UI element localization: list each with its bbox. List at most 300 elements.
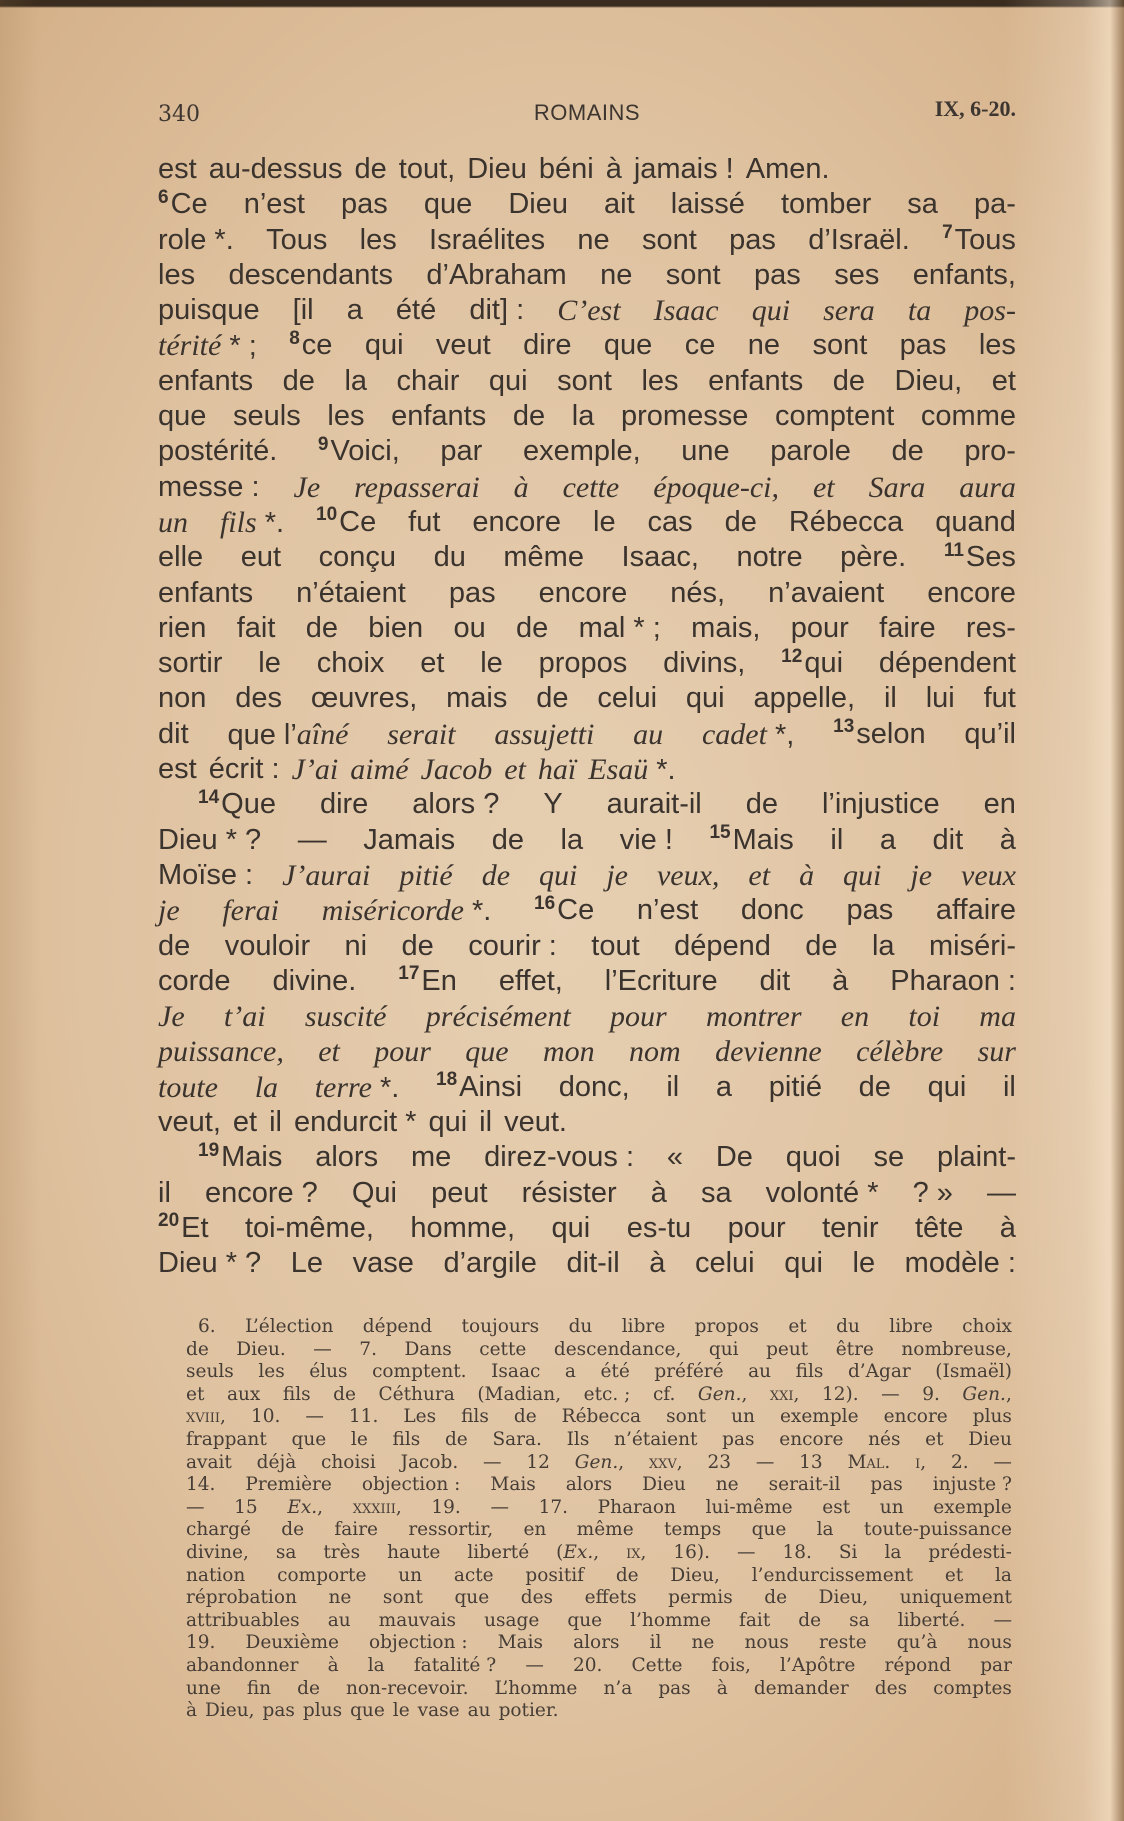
word-text: encore — [538, 576, 628, 609]
footnote-line — [186, 1361, 1012, 1384]
word-text: a — [879, 823, 896, 856]
word — [779, 1429, 843, 1452]
word-text: vase — [352, 1247, 414, 1280]
word — [484, 1610, 539, 1633]
word-text: sortir — [158, 647, 223, 680]
word-text: descendants — [228, 258, 393, 291]
word-text: fils — [392, 1428, 421, 1450]
word — [368, 611, 423, 646]
italic-text: mon — [543, 1035, 595, 1069]
word-text: de — [513, 1406, 537, 1428]
word-text: vouloir — [224, 929, 311, 962]
word — [649, 1246, 665, 1281]
word-text: d’Agar — [847, 1361, 911, 1383]
word — [832, 964, 848, 999]
word — [752, 1519, 787, 1542]
word-text: ou — [453, 611, 486, 644]
word-text: volonté * — [765, 1176, 879, 1209]
word — [708, 364, 803, 399]
reference-numeral: ix, — [626, 1541, 647, 1563]
word — [393, 1429, 421, 1452]
word-text: puisque — [158, 294, 260, 327]
word-text: De — [715, 1141, 753, 1174]
word-text: endurcit * — [293, 1106, 417, 1139]
word — [491, 1361, 540, 1384]
word-text: en — [983, 788, 1016, 821]
word — [841, 999, 869, 1034]
reference-numeral: xxi, — [769, 1383, 800, 1405]
word — [453, 611, 485, 646]
word-text: un — [879, 1496, 904, 1518]
word-text: liberté. — [897, 1609, 966, 1631]
text-line — [158, 929, 1016, 964]
word — [760, 964, 791, 999]
word — [993, 1452, 1012, 1475]
word-text: role *. — [158, 223, 234, 256]
italic-text: qui — [539, 858, 578, 892]
word-text: propos — [694, 1316, 759, 1337]
word — [796, 1361, 824, 1384]
word — [538, 752, 576, 787]
word-text: (Madian, — [477, 1383, 562, 1405]
word — [584, 1384, 631, 1407]
text-line — [158, 364, 1016, 399]
word-text: fut — [408, 505, 441, 538]
word — [461, 1406, 489, 1429]
word — [964, 717, 1016, 752]
word-text: tout, — [398, 153, 456, 185]
word-text: fait — [739, 1609, 771, 1631]
word-text: Qui — [351, 1176, 398, 1209]
word-text: ce — [684, 329, 716, 362]
word — [244, 187, 305, 222]
word-text: encore — [927, 576, 1016, 609]
word-text: 19. — [431, 1496, 461, 1518]
italic-text: ta — [907, 294, 932, 328]
word — [780, 1655, 855, 1678]
word — [603, 1678, 632, 1701]
word — [890, 964, 1016, 999]
word-text: il — [269, 1106, 282, 1139]
word — [980, 1655, 1012, 1678]
word — [539, 646, 628, 681]
word — [944, 540, 1016, 575]
word — [372, 1361, 467, 1384]
word — [974, 187, 1016, 222]
word-text: les — [158, 258, 196, 291]
word — [746, 152, 830, 187]
word — [722, 1429, 754, 1452]
word-text: les — [359, 223, 397, 256]
word-text: une — [186, 1677, 221, 1699]
word — [993, 1610, 1012, 1633]
footnote-line — [186, 1700, 1012, 1723]
word — [508, 187, 568, 222]
word — [318, 1034, 340, 1069]
word — [928, 1070, 967, 1105]
word — [702, 717, 794, 752]
word — [205, 1176, 318, 1211]
word-text: les — [641, 364, 679, 397]
verse-number: 17 — [398, 963, 420, 985]
italic-text: pour — [374, 1035, 431, 1069]
word — [769, 1070, 822, 1105]
word-text: Ce — [339, 505, 377, 538]
word — [186, 1452, 232, 1475]
word-text: de — [333, 1383, 356, 1405]
word-text: l’homme — [630, 1609, 711, 1631]
text-line — [158, 399, 1016, 434]
word — [673, 1542, 710, 1565]
word-text: que — [158, 400, 207, 433]
word-text: les — [978, 329, 1016, 362]
word-text: une — [681, 435, 730, 468]
word — [489, 364, 528, 399]
word — [648, 505, 693, 540]
italic-text: cette — [562, 470, 620, 504]
word-text: pas — [448, 576, 496, 609]
word — [658, 1678, 690, 1701]
word — [979, 328, 1016, 363]
word — [817, 1519, 834, 1542]
italic-text: et — [812, 470, 835, 504]
page-number: 340 — [158, 102, 200, 127]
word — [198, 1140, 282, 1175]
italic-text: je — [158, 894, 180, 928]
word — [158, 223, 234, 258]
word-text: encore — [779, 1428, 844, 1450]
word-text: père. — [840, 541, 907, 574]
word — [158, 328, 257, 363]
word-text: libre — [621, 1316, 666, 1337]
text-line — [158, 1176, 1016, 1211]
word — [186, 1610, 300, 1633]
word — [233, 1105, 257, 1140]
word-text: — — [993, 1451, 1012, 1473]
word-text: il — [158, 1176, 171, 1209]
word — [526, 1452, 550, 1475]
word — [408, 1519, 493, 1542]
word-text: comporte — [277, 1564, 367, 1586]
word — [445, 1429, 468, 1452]
word — [186, 1565, 245, 1588]
italic-text: Isaac — [653, 294, 719, 328]
word — [401, 1452, 459, 1475]
word — [885, 1655, 952, 1678]
word — [913, 258, 1016, 293]
text-line — [158, 576, 1016, 611]
word — [754, 1678, 849, 1701]
word-text: de — [832, 364, 865, 397]
word — [786, 1140, 841, 1175]
word-text: Isaac — [491, 1361, 541, 1383]
word-text: es-tu — [626, 1211, 692, 1244]
word — [225, 929, 310, 964]
word-text: Tous — [266, 223, 328, 256]
word — [374, 1034, 431, 1069]
italic-text: Ex. — [287, 1496, 318, 1518]
word — [186, 1587, 297, 1610]
word — [396, 293, 436, 328]
word — [283, 364, 315, 399]
trailing-punctuation: *, — [766, 718, 795, 751]
word — [472, 505, 561, 540]
word — [443, 1246, 537, 1281]
word — [383, 1587, 423, 1610]
word-text: « — [666, 1141, 683, 1174]
word — [353, 1497, 402, 1520]
word-text: parole — [770, 435, 851, 468]
text-line — [158, 999, 1016, 1034]
footnote-line — [186, 1610, 1012, 1633]
word — [322, 893, 492, 928]
word-text: qui — [488, 364, 528, 397]
word — [504, 752, 526, 787]
word-text: haute — [387, 1541, 441, 1563]
word-text: Israélites — [429, 223, 546, 256]
word-text: même — [576, 1519, 634, 1541]
word-text: dit — [158, 717, 189, 750]
verse-number: 15 — [709, 821, 731, 843]
word-text: il — [649, 1632, 662, 1654]
word-text: l’Ecriture — [604, 964, 718, 997]
text-line — [158, 1211, 1016, 1246]
word-text: 12 — [526, 1451, 550, 1473]
word-text: — — [986, 1176, 1016, 1209]
word-text: injuste ? — [932, 1474, 1012, 1496]
word — [158, 1211, 209, 1246]
text-line — [158, 152, 1016, 187]
word — [158, 540, 203, 575]
trailing-punctuation: , — [741, 1383, 748, 1405]
word — [604, 328, 652, 363]
word — [836, 1339, 874, 1362]
word-text: Les — [403, 1406, 437, 1428]
word — [186, 1384, 204, 1407]
italic-text: un — [158, 505, 188, 539]
footnote-line — [186, 1384, 1012, 1407]
footnote-line — [186, 1474, 1012, 1497]
word-text: avait — [186, 1451, 232, 1473]
word-text: en — [523, 1519, 547, 1541]
word — [316, 505, 376, 540]
word — [692, 1632, 715, 1655]
word — [572, 399, 595, 434]
word — [313, 1339, 332, 1362]
word — [158, 258, 195, 293]
word-text: la — [871, 929, 895, 962]
word — [567, 1429, 590, 1452]
word — [158, 1105, 221, 1140]
word-text: que — [751, 1519, 787, 1541]
word — [559, 1070, 630, 1105]
word — [209, 152, 343, 187]
text-line — [158, 823, 1016, 858]
word-text: qui — [428, 1106, 468, 1139]
word — [812, 328, 867, 363]
word — [606, 152, 622, 187]
word — [319, 540, 396, 575]
word — [822, 1211, 878, 1246]
word — [872, 929, 895, 964]
word — [964, 434, 1016, 469]
word — [354, 470, 480, 505]
word — [426, 999, 571, 1034]
word — [227, 1384, 260, 1407]
word — [685, 328, 716, 363]
word-text: ? » — [912, 1176, 953, 1209]
word — [984, 681, 1016, 716]
word-text: 10. — [250, 1406, 281, 1428]
word — [616, 1565, 639, 1588]
word-text: homme, — [410, 1211, 516, 1244]
word — [880, 1497, 904, 1520]
word — [492, 823, 524, 858]
word-text: qui — [784, 1247, 823, 1280]
word — [320, 787, 368, 822]
word-text: mais — [446, 682, 508, 715]
word — [251, 1406, 280, 1429]
italic-text: à — [799, 858, 815, 892]
word — [333, 1384, 356, 1407]
word — [247, 1678, 271, 1701]
word-text: le — [258, 647, 281, 680]
word-text: la — [995, 1564, 1012, 1586]
word-text: à — [716, 1677, 728, 1699]
word — [563, 470, 620, 505]
word — [440, 434, 482, 469]
word — [770, 1384, 800, 1407]
word-text: de — [805, 929, 838, 962]
word — [622, 540, 699, 575]
word — [626, 1542, 646, 1565]
text-line — [158, 187, 1016, 222]
word-text: courir : — [468, 929, 557, 962]
word-text: nés, — [670, 576, 726, 609]
word — [748, 328, 780, 363]
word — [514, 1406, 537, 1429]
word — [833, 364, 865, 399]
word — [928, 1542, 1012, 1565]
italic-text: toi — [908, 1000, 941, 1034]
italic-text: en — [840, 1000, 870, 1034]
word — [477, 1384, 561, 1407]
word-text: descendance, — [553, 1338, 682, 1360]
word — [959, 470, 1016, 505]
word-text: à — [649, 1247, 666, 1280]
word — [482, 858, 510, 893]
word — [937, 1140, 1016, 1175]
word — [198, 1316, 216, 1339]
word — [186, 1339, 209, 1362]
word — [668, 1587, 733, 1610]
word — [186, 1519, 251, 1542]
word — [495, 1678, 578, 1701]
word — [245, 1316, 333, 1339]
word — [605, 964, 718, 999]
word — [620, 823, 673, 858]
italic-text: repasserai — [354, 470, 480, 504]
word-text: de — [281, 1519, 305, 1541]
word — [277, 1565, 366, 1588]
word — [294, 1105, 417, 1140]
word — [296, 576, 406, 611]
verse-number: 7 — [942, 221, 953, 243]
word-text: que — [454, 1587, 490, 1609]
text-line — [158, 470, 1016, 505]
italic-text: J’ai — [291, 753, 339, 787]
word — [424, 187, 472, 222]
word — [901, 1339, 1011, 1362]
word — [158, 1070, 218, 1105]
word — [967, 1632, 1011, 1655]
word — [554, 1339, 682, 1362]
word — [788, 1316, 806, 1339]
word — [360, 223, 397, 258]
italic-text: Gen. — [962, 1383, 1006, 1405]
word-text: nombreuse, — [901, 1338, 1012, 1360]
italic-text: aura — [959, 470, 1016, 504]
word-text: de — [798, 1609, 822, 1631]
word — [686, 681, 725, 716]
word — [353, 1246, 414, 1281]
word-text: acte — [453, 1564, 494, 1586]
word-text: veut, — [158, 1106, 221, 1139]
word-text: qu’à — [896, 1632, 938, 1654]
word — [879, 611, 935, 646]
word-text: demander — [753, 1677, 849, 1699]
italic-text: Gen. — [574, 1451, 619, 1473]
word — [158, 823, 261, 858]
italic-text: assujetti — [494, 717, 595, 751]
word-text: les — [258, 1361, 285, 1383]
word-text: à — [999, 1211, 1016, 1244]
word — [426, 258, 566, 293]
word — [158, 152, 197, 187]
word-text: et — [991, 364, 1016, 397]
footnote-line — [186, 1316, 1012, 1339]
word — [266, 223, 327, 258]
word — [691, 611, 760, 646]
word — [292, 752, 339, 787]
italic-text: à — [513, 470, 529, 504]
text-line — [158, 505, 1016, 540]
word — [420, 646, 444, 681]
italic-text: veux — [961, 858, 1016, 892]
italic-text: térité — [158, 329, 222, 363]
word — [995, 1565, 1012, 1588]
word — [186, 1700, 197, 1723]
word — [233, 399, 301, 434]
word-text: dire — [319, 788, 369, 821]
word — [186, 1497, 205, 1520]
footnote-line — [186, 1587, 1012, 1610]
word-text: Rébecca — [561, 1406, 642, 1428]
word — [805, 929, 837, 964]
word-text: 11. — [348, 1406, 379, 1428]
word-text: exemple — [933, 1496, 1012, 1518]
word-text: de — [282, 364, 315, 397]
word-text: vase — [417, 1700, 460, 1722]
word — [706, 999, 802, 1034]
word-text: serait-il — [768, 1474, 841, 1496]
word-text: déjà — [256, 1451, 297, 1473]
word — [224, 999, 266, 1034]
word-text: qui — [927, 1070, 967, 1103]
word-text: tout — [591, 929, 640, 962]
word-text: nous — [744, 1632, 789, 1654]
text-line — [158, 681, 1016, 716]
